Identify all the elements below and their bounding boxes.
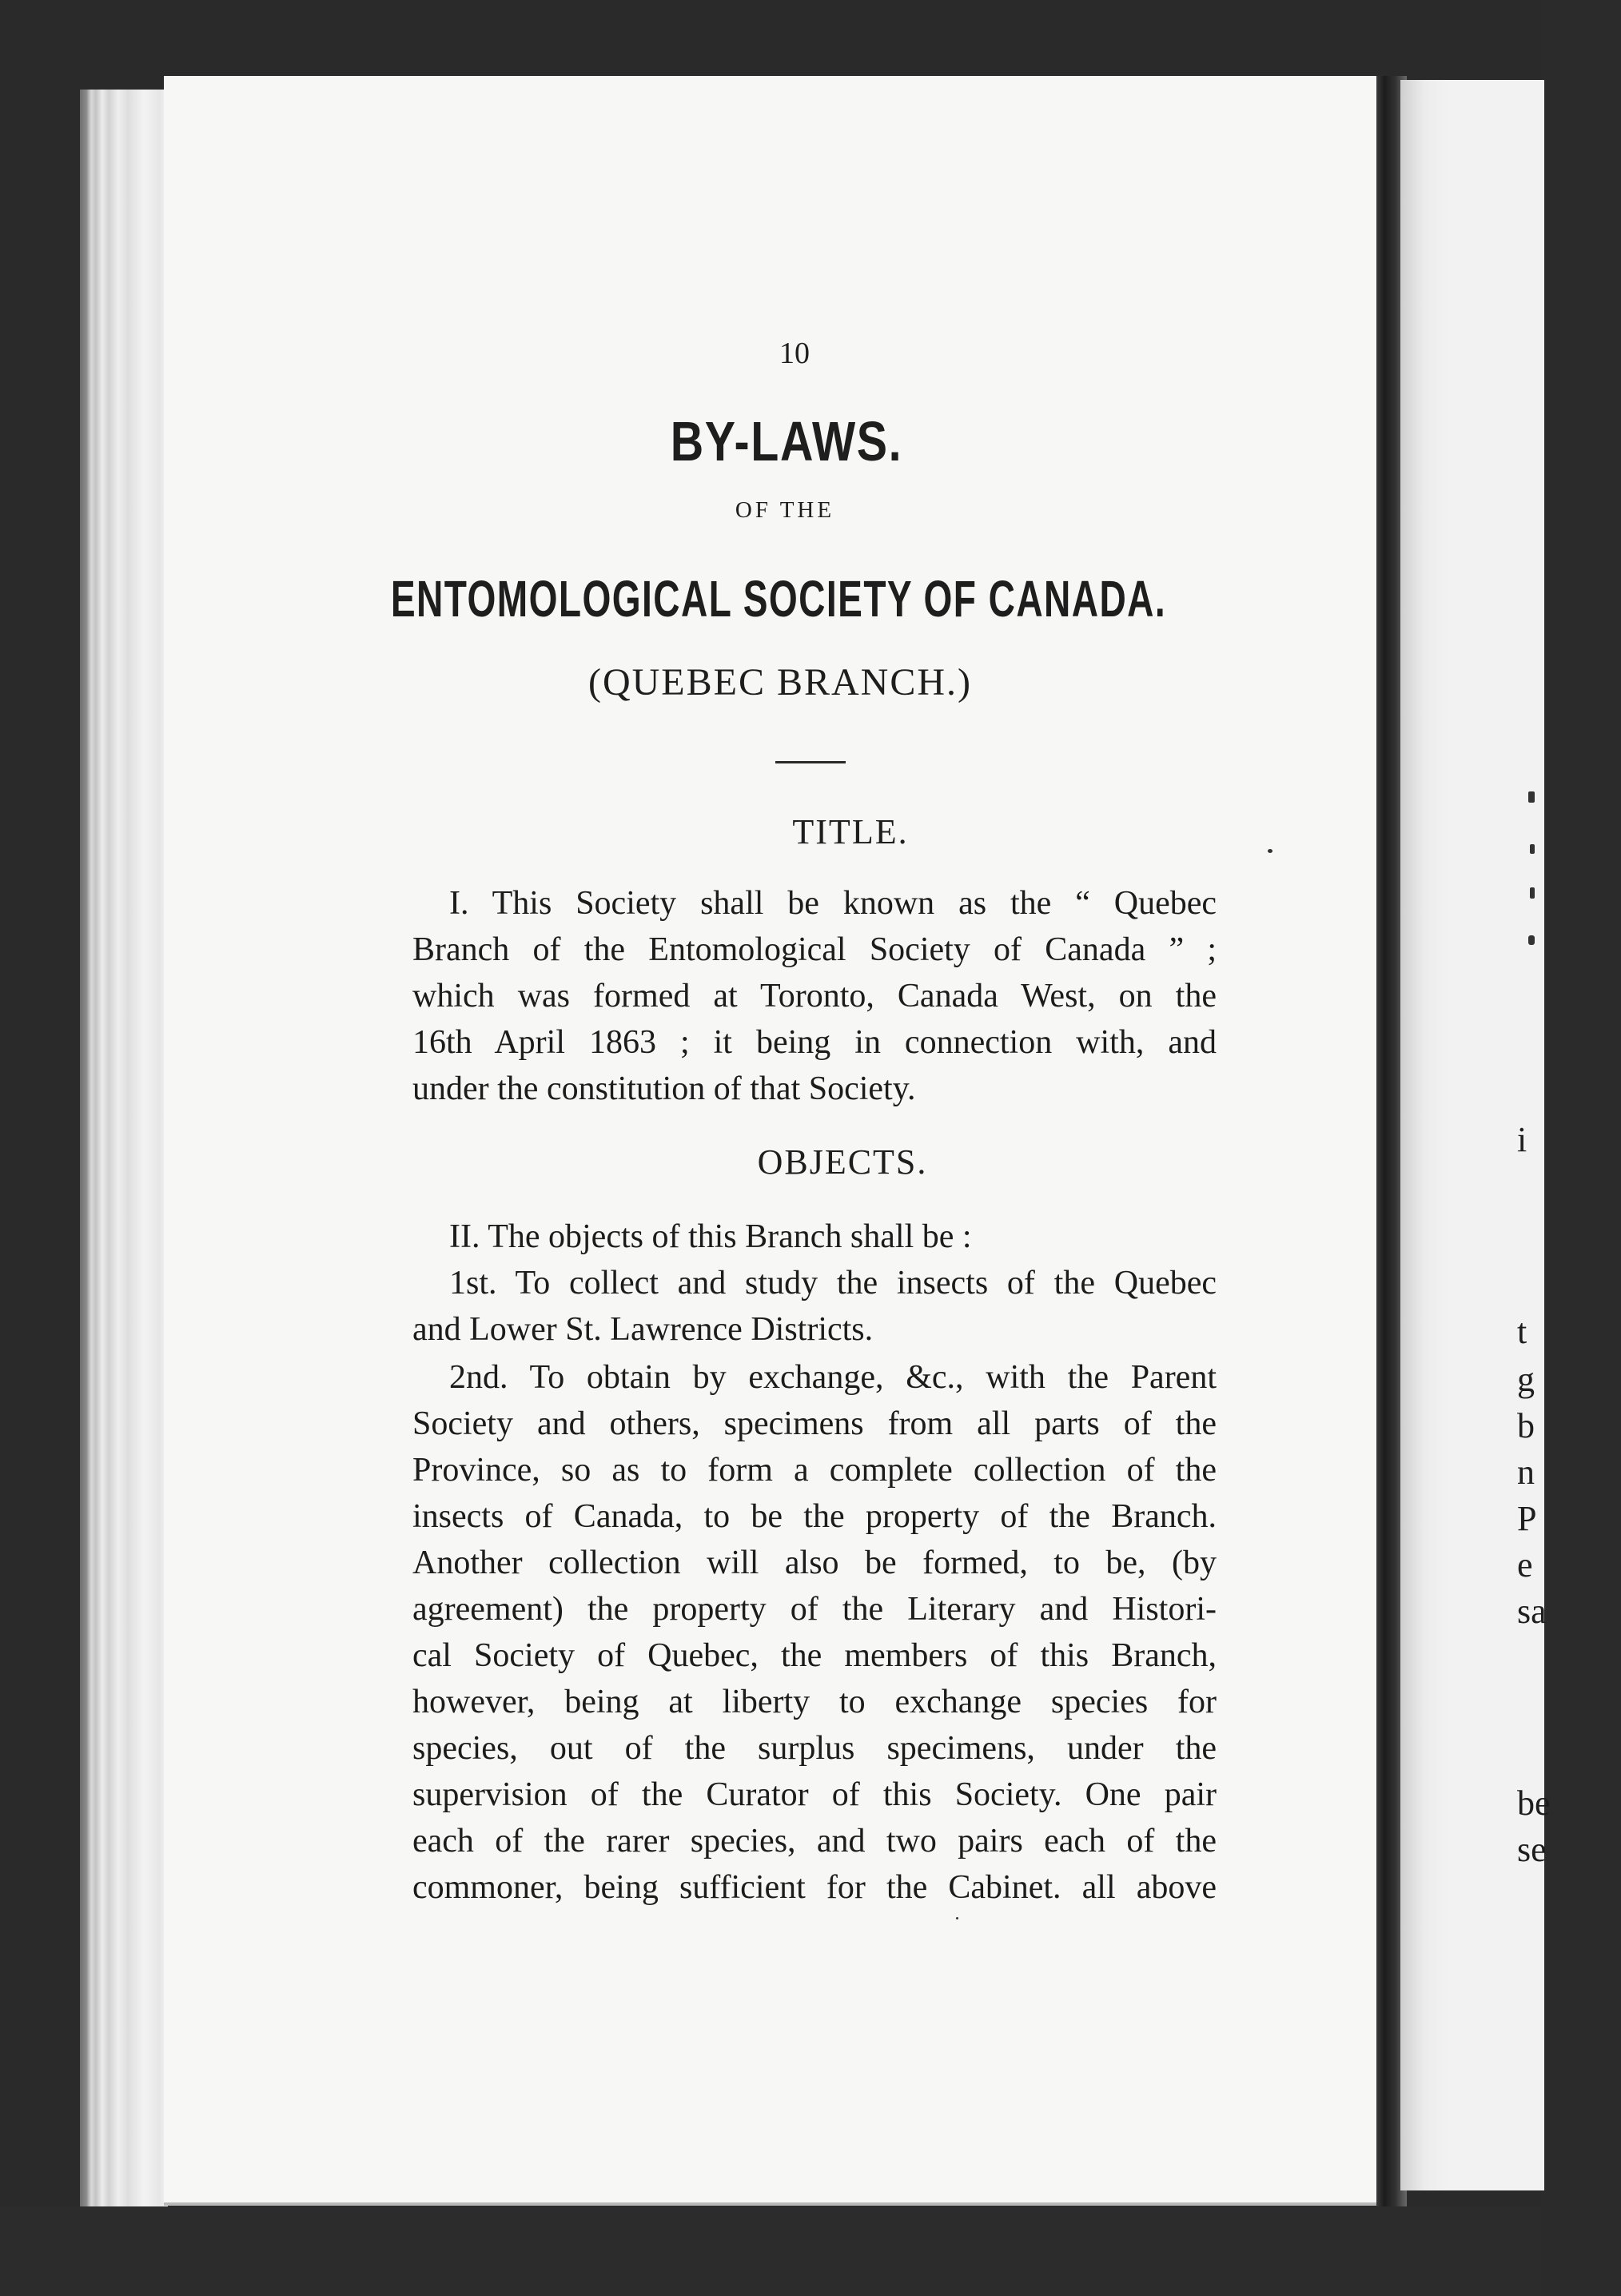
speck	[1268, 849, 1273, 853]
facing-page-fragment: be	[1517, 1784, 1551, 1823]
body-line: and Lower St. Lawrence Districts.	[412, 1311, 874, 1348]
subtitle-of-the: OF THE	[735, 497, 835, 523]
body-line: I. This Society shall be known as the “ Quebec	[449, 885, 1217, 922]
body-line: Society and others, specimens from all parts of the	[412, 1405, 1217, 1442]
page-number: 10	[779, 337, 810, 370]
body-line: however, being at liberty to exchange species for	[412, 1684, 1217, 1720]
section-heading-title: TITLE.	[792, 812, 909, 851]
body-line: 1st. To collect and study the insects of the Quebec	[449, 1265, 1217, 1301]
facing-page-mark	[1528, 935, 1535, 945]
body-line: II. The objects of this Branch shall be :	[449, 1218, 972, 1255]
body-line: cal Society of Quebec, the members of this Branch,	[412, 1637, 1217, 1674]
body-line: each of the rarer species, and two pairs each of the	[412, 1823, 1217, 1860]
facing-page-fragment: se	[1517, 1830, 1547, 1869]
body-line: 2nd. To obtain by exchange, &c., with the Parent	[449, 1359, 1217, 1396]
facing-page-fragment: e	[1517, 1545, 1533, 1584]
facing-page-fragment: b	[1517, 1406, 1535, 1445]
facing-page-fragment: g	[1517, 1360, 1535, 1399]
section-heading-objects: OBJECTS.	[757, 1142, 928, 1182]
body-line: 16th April 1863 ; it being in connection with, and	[412, 1024, 1217, 1061]
facing-page-fragment: i	[1517, 1120, 1527, 1159]
facing-page-fragment: n	[1517, 1453, 1535, 1492]
body-line: Province, so as to form a complete collection of the	[412, 1452, 1217, 1489]
body-line: species, out of the surplus specimens, under the	[412, 1730, 1217, 1767]
body-line: commoner, being sufficient for the Cabinet. all above	[412, 1869, 1217, 1906]
facing-page-mark	[1530, 887, 1535, 899]
body-line: under the constitution of that Society.	[412, 1070, 916, 1107]
title-rule	[775, 761, 846, 763]
scan-background	[0, 2206, 1541, 2296]
society-name: ENTOMOLOGICAL SOCIETY OF CANADA.	[390, 570, 1167, 628]
main-title: BY-LAWS.	[670, 410, 903, 472]
facing-page-fragment: P	[1517, 1499, 1537, 1538]
facing-page-fragment: t	[1517, 1312, 1527, 1351]
speck	[956, 1917, 958, 1919]
body-line: Another collection will also be formed, to be, (by	[412, 1545, 1217, 1581]
body-line: which was formed at Toronto, Canada West, on the	[412, 978, 1217, 1014]
body-line: Branch of the Entomological Society of Canada ” ;	[412, 931, 1217, 968]
facing-page-mark	[1530, 844, 1535, 854]
branch-name: (QUEBEC BRANCH.)	[587, 661, 972, 704]
body-line: insects of Canada, to be the property of the Branch.	[412, 1498, 1217, 1535]
facing-page-mark	[1528, 791, 1535, 803]
facing-page-fragment: sa	[1517, 1592, 1547, 1631]
body-line: supervision of the Curator of this Society. One pair	[412, 1776, 1217, 1813]
body-line: agreement) the property of the Literary and Histori-	[412, 1591, 1217, 1628]
